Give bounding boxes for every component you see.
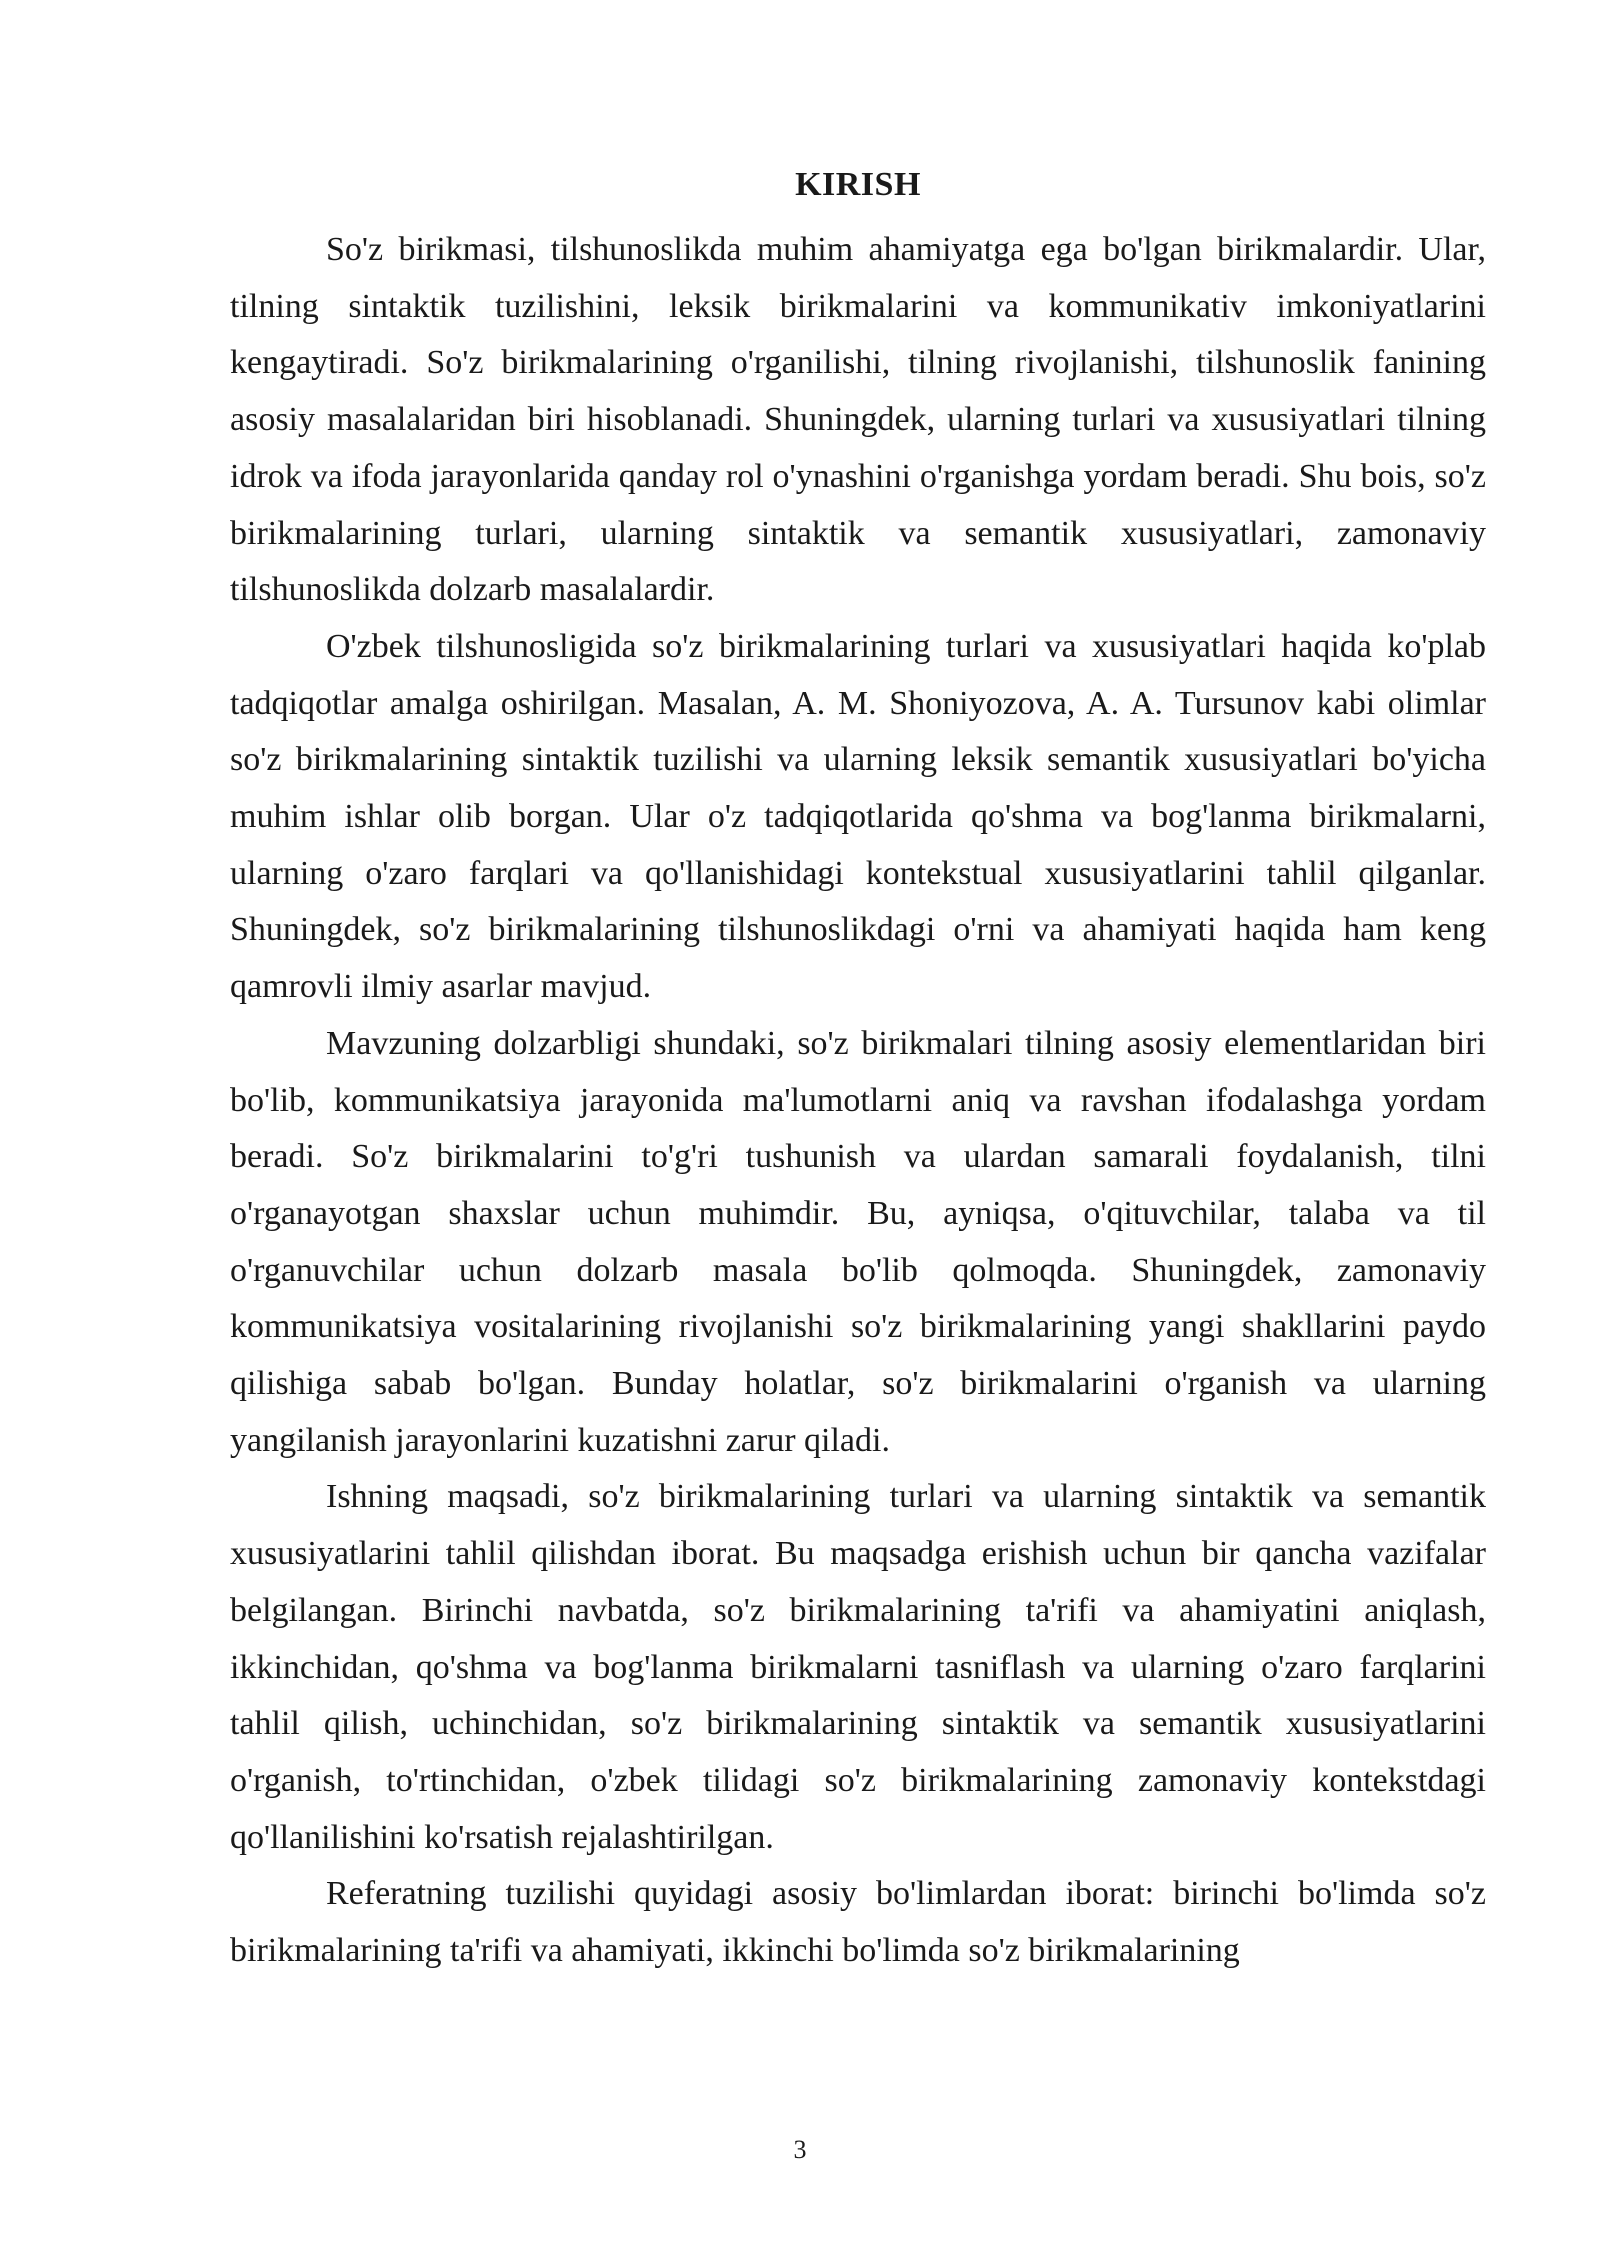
- paragraph-research: O'zbek tilshunosligida so'z birikmalarining turlari va xususiyatlari haqida ko'plab tadqiqotlar amalga oshirilgan. Masalan, A. M. Shoniyozova, A. A. Tursunov kabi olimlar so'z birikmalarining sintaktik tuzilishi va ularning leksik semantik xususiyatlari bo'yicha muhim ishlar olib borgan. Ular o'z tadqiqotlarida qo'shma va bog'lanma birikmalarni, ularning o'zaro farqlari va qo'llanishidagi kontekstual xususiyatlarini tahlil qilganlar. Shuningdek, so'z birikmalarining tilshunoslikdagi o'rni va ahamiyati haqida ham keng qamrovli ilmiy asarlar mavjud.: [230, 627, 1486, 1006]
- paragraph-structure: Referatning tuzilishi quyidagi asosiy bo'limlardan iborat: birinchi bo'limda so'z birikmalarining ta'rifi va ahamiyati, ikkinchi bo'limda so'z birikmalarining: [230, 1875, 1486, 1970]
- paragraph-intro: So'z birikmasi, tilshunoslikda muhim ahamiyatga ega bo'lgan birikmalardir. Ular, tilning sintaktik tuzilishini, leksik birikmalarini va kommunikativ imkoniyatlarini kengaytiradi. So'z birikmalarining o'rganilishi, tilning rivojlanishi, tilshunoslik fanining asosiy masalalaridan biri hisoblanadi. Shuningdek, ularning turlari va xususiyatlari tilning idrok va ifoda jarayonlarida qanday rol o'ynashini o'rganishga yordam beradi. Shu bois, so'z birikmalarining turlari, ularning sintaktik va semantik xususiyatlari, zamonaviy tilshunoslikda dolzarb masalalardir.: [230, 231, 1486, 609]
- section-title: KIRISH: [795, 166, 921, 203]
- paragraph-relevance: Mavzuning dolzarbligi shundaki, so'z birikmalari tilning asosiy elementlaridan biri bo'lib, kommunikatsiya jarayonida ma'lumotlarni aniq va ravshan ifodalashga yordam beradi. So'z birikmalarini to'g'ri tushunish va ulardan samarali foydalanish, tilni o'rganayotgan shaxslar uchun muhimdir. Bu, ayniqsa, o'qituvchilar, talaba va til o'rganuvchilar uchun dolzarb masala bo'lib qolmoqda. Shuningdek, zamonaviy kommunikatsiya vositalarining rivojlanishi so'z birikmalarining yangi shakllarini paydo qilishiga sabab bo'lgan. Bunday holatlar, so'z birikmalarini o'rganish va ularning yangilanish jarayonlarini kuzatishni zarur qiladi.: [230, 1024, 1486, 1459]
- document-page: [230, 150, 1486, 1980]
- paragraph-goal: Ishning maqsadi, so'z birikmalarining turlari va ularning sintaktik va semantik xususiyatlarini tahlil qilishdan iborat. Bu maqsadga erishish uchun bir qancha vazifalar belgilangan. Birinchi navbatda, so'z birikmalarining ta'rifi va ahamiyatini aniqlash, ikkinchidan, qo'shma va bog'lanma birikmalarni tasniflash va ularning o'zaro farqlarini tahlil qilish, uchinchidan, so'z birikmalarining sintaktik va semantik xususiyatlarini o'rganish, to'rtinchidan, o'zbek tilidagi so'z birikmalarining zamonaviy kontekstdagi qo'llanilishini ko'rsatish rejalashtirilgan.: [230, 1478, 1486, 1856]
- page-number: 3: [793, 2135, 807, 2164]
